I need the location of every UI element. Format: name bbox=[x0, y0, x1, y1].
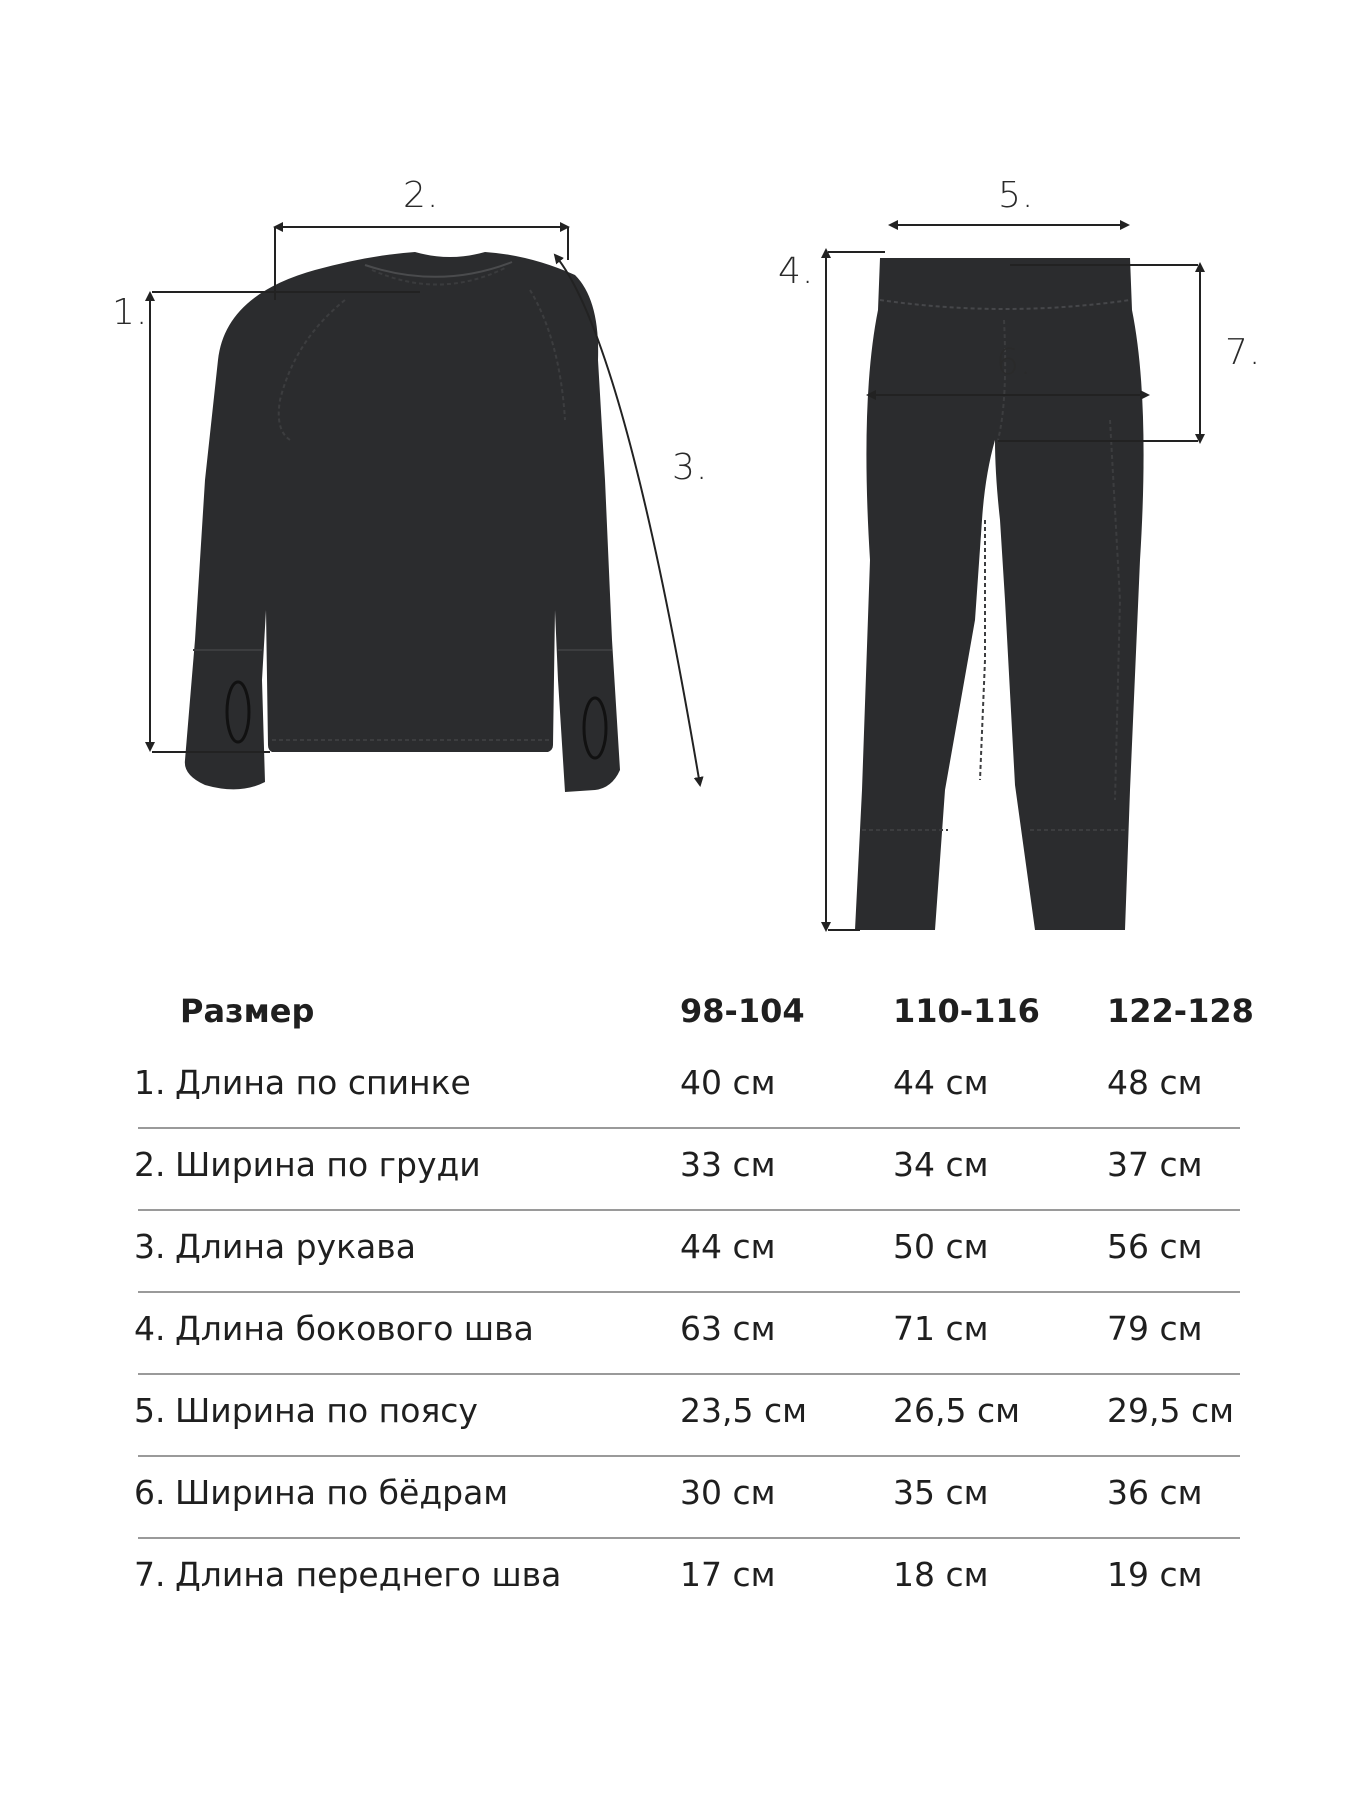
row-value: 17 см bbox=[680, 1555, 776, 1594]
marker-waist-width: 5. bbox=[998, 175, 1035, 216]
marker-hip-width: 6. bbox=[996, 342, 1033, 383]
row-value: 48 см bbox=[1107, 1063, 1203, 1102]
row-value: 44 см bbox=[893, 1063, 989, 1102]
row-value: 63 см bbox=[680, 1309, 776, 1348]
row-label: Длина переднего шва bbox=[175, 1555, 562, 1594]
table-row bbox=[120, 1047, 1240, 1129]
row-label: Ширина по бёдрам bbox=[175, 1473, 509, 1512]
row-value: 56 см bbox=[1107, 1227, 1203, 1266]
row-number: 7. bbox=[134, 1555, 166, 1594]
marker-back-length: 1. bbox=[112, 292, 149, 333]
row-number: 1. bbox=[134, 1063, 166, 1102]
table-row bbox=[120, 1375, 1240, 1457]
table-row bbox=[120, 1293, 1240, 1375]
size-table bbox=[120, 975, 1254, 1621]
table-row bbox=[120, 1129, 1240, 1211]
row-value: 29,5 см bbox=[1107, 1391, 1235, 1430]
top-garment bbox=[185, 252, 620, 792]
row-value: 44 см bbox=[680, 1227, 776, 1266]
marker-side-seam-length: 4. bbox=[778, 251, 815, 292]
row-value: 37 см bbox=[1107, 1145, 1203, 1184]
row-number: 3. bbox=[134, 1227, 166, 1266]
table-row bbox=[120, 1539, 1240, 1621]
size-header-col: 122-128 bbox=[1107, 992, 1254, 1030]
row-label: Длина по спинке bbox=[175, 1063, 471, 1102]
size-header-col: 110-116 bbox=[893, 992, 1040, 1030]
table-row bbox=[120, 1211, 1240, 1293]
row-label: Ширина по груди bbox=[175, 1145, 481, 1184]
table-row bbox=[120, 1457, 1240, 1539]
row-number: 6. bbox=[134, 1473, 166, 1512]
row-value: 50 см bbox=[893, 1227, 989, 1266]
row-value: 34 см bbox=[893, 1145, 989, 1184]
size-header-col: 98-104 bbox=[680, 992, 805, 1030]
size-header-label: Размер bbox=[180, 992, 315, 1030]
size-table-header bbox=[120, 975, 1254, 1047]
row-value: 26,5 см bbox=[893, 1391, 1021, 1430]
row-number: 5. bbox=[134, 1391, 166, 1430]
marker-front-seam-length: 7. bbox=[1225, 332, 1262, 373]
row-value: 30 см bbox=[680, 1473, 776, 1512]
row-number: 2. bbox=[134, 1145, 166, 1184]
row-value: 79 см bbox=[1107, 1309, 1203, 1348]
row-label: Ширина по поясу bbox=[175, 1391, 478, 1430]
row-value: 35 см bbox=[893, 1473, 989, 1512]
marker-chest-width: 2. bbox=[403, 175, 440, 216]
row-number: 4. bbox=[134, 1309, 166, 1348]
row-value: 18 см bbox=[893, 1555, 989, 1594]
marker-sleeve-length: 3. bbox=[672, 447, 709, 488]
row-value: 23,5 см bbox=[680, 1391, 808, 1430]
row-label: Длина рукава bbox=[175, 1227, 416, 1266]
row-value: 33 см bbox=[680, 1145, 776, 1184]
row-value: 40 см bbox=[680, 1063, 776, 1102]
row-value: 71 см bbox=[893, 1309, 989, 1348]
row-value: 36 см bbox=[1107, 1473, 1203, 1512]
row-value: 19 см bbox=[1107, 1555, 1203, 1594]
row-label: Длина бокового шва bbox=[175, 1309, 534, 1348]
